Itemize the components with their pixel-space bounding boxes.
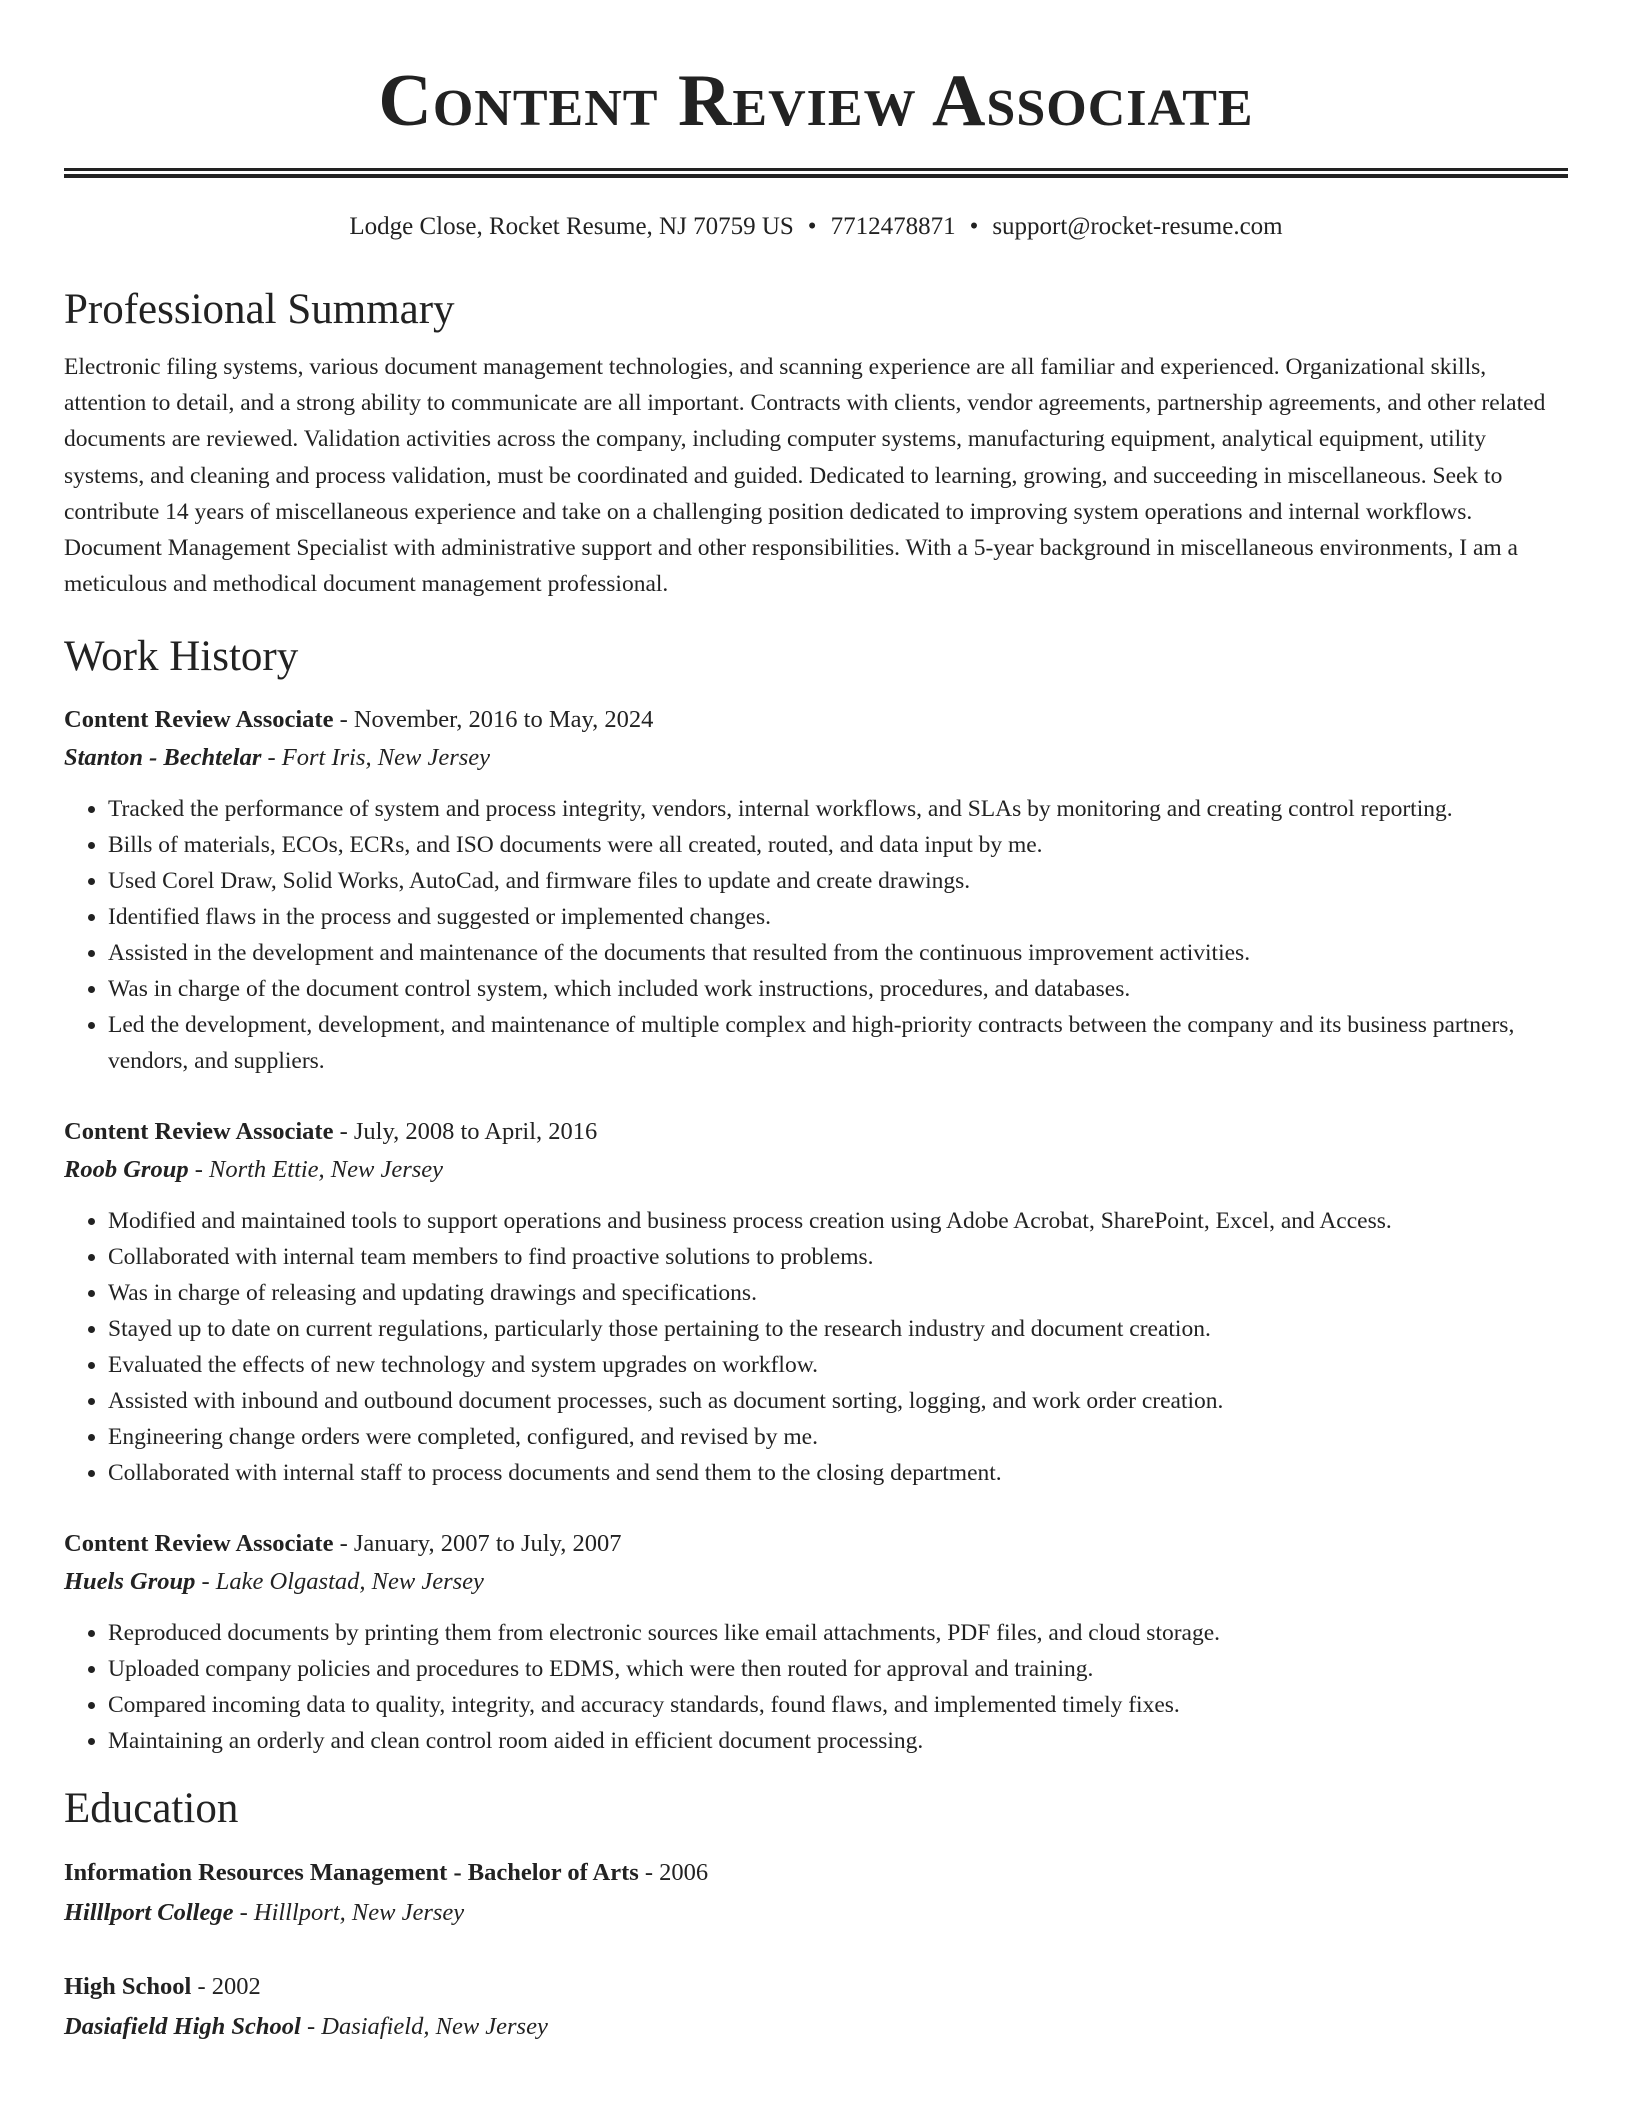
job-duty: • Was in charge of releasing and updating drawings and specifications. <box>108 1275 1568 1311</box>
title-double-rule <box>64 168 1568 178</box>
job-duty: • Engineering change orders were completed, configured, and revised by me. <box>108 1419 1568 1455</box>
job-title-line <box>64 1113 1568 1151</box>
school-name: Hilllport College <box>64 1899 234 1927</box>
job-duty: • Reproduced documents by printing them from electronic sources like email attachments, PDF files, and cloud storage. <box>108 1615 1568 1651</box>
work-history-heading: Work History <box>64 633 299 681</box>
job-duties-list <box>64 1203 1568 1491</box>
contact-phone: 7712478871 <box>830 213 956 240</box>
job-duty: • Assisted in the development and maintenance of the documents that resulted from the continuous improvement activities. <box>108 935 1568 971</box>
school-line <box>64 1893 1568 1933</box>
school-location: - Hilllport, New Jersey <box>233 1899 465 1927</box>
job-duty: • Collaborated with internal staff to process documents and send them to the closing department. <box>108 1455 1568 1491</box>
job-duties-list <box>64 1615 1568 1759</box>
job-duty: • Assisted with inbound and outbound document processes, such as document sorting, logging, and work order creation. <box>108 1383 1568 1419</box>
education-heading: Education <box>64 1785 239 1833</box>
degree-name: High School <box>64 1973 192 2001</box>
job-duty: • Compared incoming data to quality, integrity, and accuracy standards, found flaws, and implemented timely fixes. <box>108 1687 1568 1723</box>
job-duty: • Was in charge of the document control system, which included work instructions, procedures, and databases. <box>108 971 1568 1007</box>
school-line <box>64 2007 1568 2047</box>
job-company-line <box>64 1563 1568 1601</box>
degree-year: - 2006 <box>638 1859 709 1887</box>
job-duty: • Led the development, development, and maintenance of multiple complex and high-priority contracts between the company and its business partners, vendors, and suppliers. <box>108 1007 1568 1079</box>
education-entry <box>64 1853 1568 1933</box>
job-entry <box>64 1113 1568 1491</box>
job-location: - Lake Olgastad, New Jersey <box>195 1568 484 1596</box>
degree-line <box>64 1967 1568 2007</box>
contact-email: support@rocket-resume.com <box>992 213 1283 240</box>
job-duty: • Used Corel Draw, Solid Works, AutoCad, and firmware files to update and create drawings. <box>108 863 1568 899</box>
job-duties-list <box>64 791 1568 1079</box>
job-duty: • Evaluated the effects of new technology and system upgrades on workflow. <box>108 1347 1568 1383</box>
summary-heading: Professional Summary <box>64 286 455 333</box>
job-duty: • Maintaining an orderly and clean control room aided in efficient document processing. <box>108 1723 1568 1759</box>
job-entry <box>64 1525 1568 1759</box>
job-title-line <box>64 1525 1568 1563</box>
education-entry <box>64 1967 1568 2047</box>
job-duty: • Stayed up to date on current regulations, particularly those pertaining to the research industry and document creation. <box>108 1311 1568 1347</box>
summary-text: Electronic filing systems, various document management technologies, and scanning experience are all familiar and experienced. Organizational skills, attention to detail, and a strong ability to communicate are all important. Contracts with clients, vendor agreements, partnership agreements, and other related documents are reviewed. Validation activities across the company, including computer systems, manufacturing equipment, analytical equipment, utility systems, and cleaning and process validation, must be coordinated and guided. Dedicated to learning, growing, and succeeding in miscellaneous. Seek to contribute 14 years of miscellaneous experience and take on a challenging position dedicated to improving system operations and internal workflows. Document Management Specialist with administrative support and other responsibilities. With a 5-year background in miscellaneous environments, I am a meticulous and methodical document management professional. <box>64 354 1546 598</box>
job-company: Huels Group <box>64 1568 196 1596</box>
job-role: Content Review Associate <box>64 706 334 734</box>
job-location: - North Ettie, New Jersey <box>188 1156 444 1184</box>
school-name: Dasiafield High School <box>64 2013 301 2041</box>
job-company: Roob Group <box>64 1156 189 1184</box>
job-role: Content Review Associate <box>64 1118 334 1146</box>
contact-address: Lodge Close, Rocket Resume, NJ 70759 US <box>349 213 794 240</box>
job-title-line <box>64 701 1568 739</box>
degree-name: Information Resources Management - Bachelor of Arts <box>64 1859 639 1887</box>
resume-title: Content Review Associate <box>378 60 1254 142</box>
job-role: Content Review Associate <box>64 1530 334 1558</box>
job-dates: - November, 2016 to May, 2024 <box>333 706 654 734</box>
degree-year: - 2002 <box>191 1973 261 2001</box>
job-duty: • Identified flaws in the process and suggested or implemented changes. <box>108 899 1568 935</box>
job-duty: • Uploaded company policies and procedures to EDMS, which were then routed for approval and training. <box>108 1651 1568 1687</box>
job-company-line <box>64 739 1568 777</box>
job-entry <box>64 701 1568 1079</box>
job-duty: • Collaborated with internal team members to find proactive solutions to problems. <box>108 1239 1568 1275</box>
degree-line <box>64 1853 1568 1893</box>
job-company-line <box>64 1151 1568 1189</box>
job-dates: - January, 2007 to July, 2007 <box>333 1530 622 1558</box>
school-location: - Dasiafield, New Jersey <box>300 2013 548 2041</box>
job-duty: • Bills of materials, ECOs, ECRs, and ISO documents were all created, routed, and data input by me. <box>108 827 1568 863</box>
job-dates: - July, 2008 to April, 2016 <box>333 1118 598 1146</box>
job-duty: • Tracked the performance of system and process integrity, vendors, internal workflows, and SLAs by monitoring and creating control reporting. <box>108 791 1568 827</box>
job-location: - Fort Iris, New Jersey <box>261 744 491 772</box>
contact-separator: • <box>807 213 817 240</box>
contact-line <box>64 211 1568 243</box>
contact-separator: • <box>969 213 979 240</box>
job-company: Stanton - Bechtelar <box>64 744 262 772</box>
job-duty: • Modified and maintained tools to support operations and business process creation using Adobe Acrobat, SharePoint, Excel, and Access. <box>108 1203 1568 1239</box>
